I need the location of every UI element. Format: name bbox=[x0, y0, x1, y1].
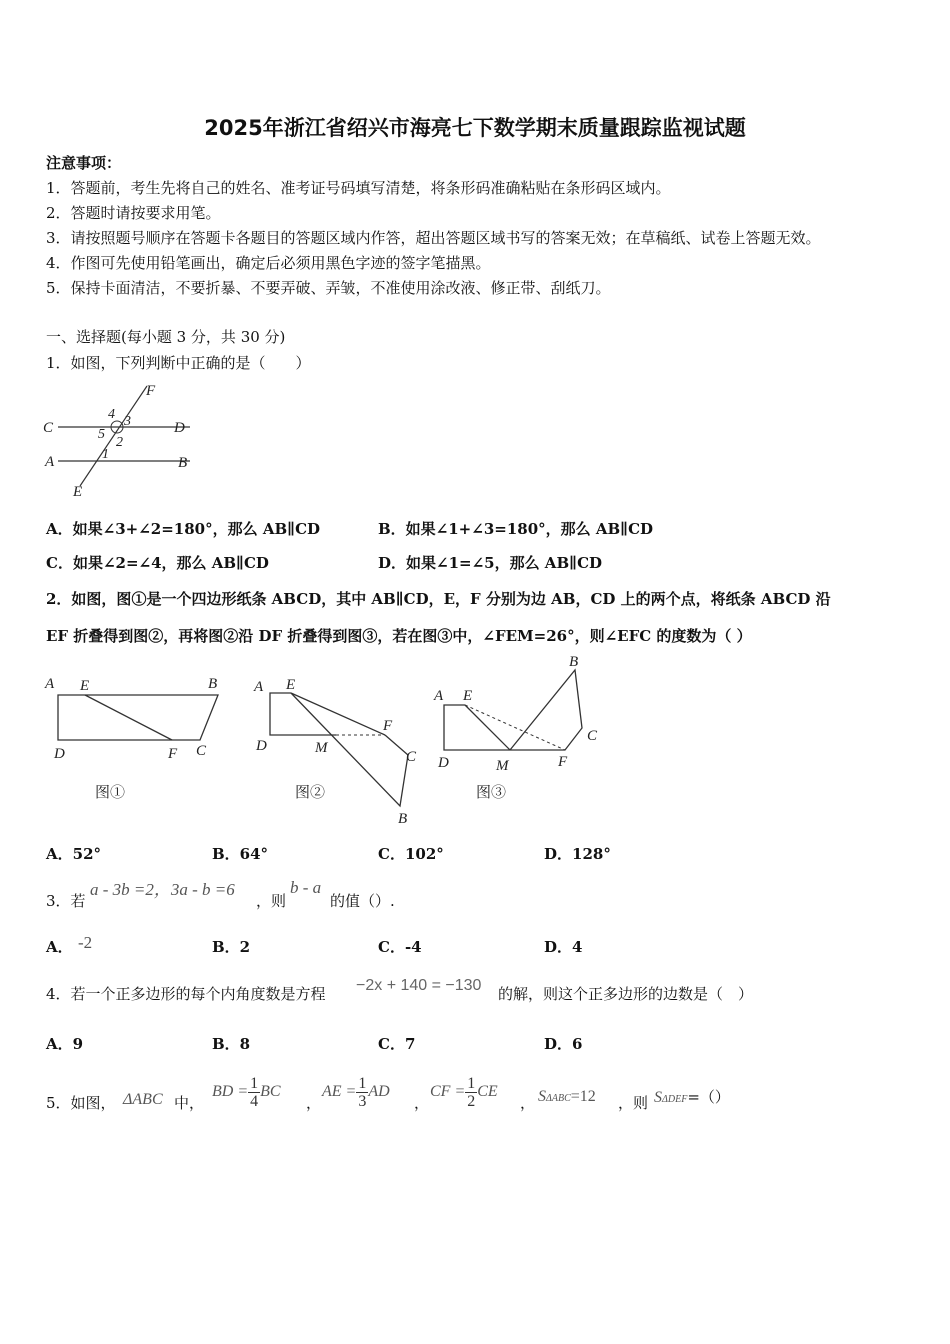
fig3-a: A bbox=[434, 688, 444, 704]
question-1-stem: 1．如图，下列判断中正确的是（ ） bbox=[46, 354, 311, 372]
label-angle-4: 4 bbox=[108, 407, 115, 422]
notice-item: 3．请按照题号顺序在答题卡各题目的答题区域内作答，超出答题区域书写的答案无效；在草稿纸、试卷上答题无效。 bbox=[46, 229, 821, 247]
option-d: D．6 bbox=[544, 1035, 583, 1053]
question-5-then: ，则 bbox=[618, 1094, 649, 1112]
fig1-b: B bbox=[208, 676, 218, 692]
question-1-figure bbox=[40, 380, 210, 502]
section-heading: 一、选择题(每小题 3 分，共 30 分) bbox=[46, 328, 286, 346]
option-c: C．7 bbox=[378, 1035, 416, 1053]
question-3-expr1: a - 3b =2，3a - b =6 bbox=[90, 880, 235, 899]
option-c: C．-4 bbox=[378, 938, 422, 956]
question-5-comma: ， bbox=[306, 1094, 322, 1112]
notice-heading: 注意事项： bbox=[46, 154, 122, 172]
page-title: 2025年浙江省绍兴市海亮七下数学期末质量跟踪监视试题 bbox=[204, 116, 746, 140]
option-d: D．128° bbox=[544, 845, 611, 863]
question-4-prefix: 4．若一个正多边形的每个内角度数是方程 bbox=[46, 985, 326, 1003]
option-c: C．如果∠2=∠4，那么 AB∥CD bbox=[46, 554, 269, 572]
option-b: B．64° bbox=[212, 845, 269, 863]
fig2-caption: 图② bbox=[295, 785, 326, 801]
question-5-ae: AE = $\frac{1}{3}$ AD bbox=[322, 1074, 390, 1110]
option-a: A．52° bbox=[46, 845, 102, 863]
option-d: D．4 bbox=[544, 938, 583, 956]
fig2-crease-ef bbox=[291, 693, 385, 735]
fig3-c: C bbox=[587, 728, 598, 744]
question-3-middle: ，则 bbox=[256, 892, 287, 910]
question-4-suffix: 的解，则这个正多边形的边数是（ ） bbox=[498, 985, 754, 1003]
fig2-c: C bbox=[406, 749, 417, 765]
notice-item: 2．答题时请按要求用笔。 bbox=[46, 204, 221, 222]
question-5-comma: ， bbox=[414, 1094, 430, 1112]
option-b: B．8 bbox=[212, 1035, 251, 1053]
question-4-equation: −2x + 140 = −130 bbox=[356, 977, 482, 994]
label-e: E bbox=[73, 484, 83, 500]
question-5-s-def: SΔDEF=（） bbox=[654, 1088, 730, 1106]
fig2-e: E bbox=[286, 677, 296, 693]
fig3-caption: 图③ bbox=[476, 785, 507, 801]
fig1-e: E bbox=[80, 678, 90, 694]
line-ef bbox=[80, 386, 147, 486]
label-angle-3: 3 bbox=[124, 414, 131, 429]
fig3-strip-left bbox=[444, 705, 510, 750]
fig2-a: A bbox=[254, 679, 264, 695]
question-5-bd: BD = $\frac{1}{4}$ BC bbox=[212, 1074, 281, 1110]
fig3-em bbox=[465, 705, 510, 750]
notice-item: 4．作图可先使用铅笔画出，确定后必须用黑色字迹的签字笔描黑。 bbox=[46, 254, 491, 272]
option-a: A．如果∠3+∠2=180°，那么 AB∥CD bbox=[46, 520, 321, 538]
question-3-expr2: b - a bbox=[290, 878, 322, 897]
fig3-b: B bbox=[569, 654, 579, 670]
question-5-prefix: 5．如图， bbox=[46, 1094, 116, 1112]
option-b: B．如果∠1+∠3=180°，那么 AB∥CD bbox=[378, 520, 654, 538]
option-d: D．如果∠1=∠5，那么 AB∥CD bbox=[378, 554, 603, 572]
fig2-b: B bbox=[398, 811, 408, 827]
option-a-label: A． bbox=[46, 938, 73, 956]
fig1-a: A bbox=[45, 676, 55, 692]
question-3-prefix: 3．若 bbox=[46, 892, 86, 910]
fig3-f: F bbox=[558, 754, 568, 770]
figure-3 bbox=[430, 650, 610, 805]
option-c: C．102° bbox=[378, 845, 444, 863]
figure-2 bbox=[248, 665, 438, 830]
fig2-m: M bbox=[315, 740, 328, 756]
label-angle-5: 5 bbox=[98, 427, 105, 442]
fig3-d: D bbox=[438, 755, 449, 771]
label-a: A bbox=[45, 454, 55, 470]
option-b: B．2 bbox=[212, 938, 251, 956]
fig2-d: D bbox=[256, 738, 267, 754]
question-5-comma: ， bbox=[520, 1094, 536, 1112]
fig1-f: F bbox=[168, 746, 178, 762]
label-d: D bbox=[174, 420, 185, 436]
option-a-value: -2 bbox=[78, 933, 93, 952]
notice-item: 5．保持卡面清洁，不要折暴、不要弄破、弄皱，不准使用涂改液、修正带、刮纸刀。 bbox=[46, 279, 611, 297]
question-5-cf: CF = $\frac{1}{2}$ CE bbox=[430, 1074, 498, 1110]
question-5-s-abc: SΔABC=12 bbox=[538, 1088, 596, 1105]
figure-1 bbox=[40, 655, 230, 805]
fig1-c: C bbox=[196, 743, 207, 759]
question-2-stem-line2: EF 折叠得到图②，再将图②沿 DF 折叠得到图③，若在图③中，∠FEM=26°，则∠EFC 的度数为（ ） bbox=[46, 627, 752, 645]
label-angle-2: 2 bbox=[116, 435, 123, 450]
question-2-stem-line1: 2．如图，图①是一个四边形纸条 ABCD，其中 AB∥CD，E，F 分别为边 AB，CD 上的两个点，将纸条 ABCD 沿 bbox=[46, 590, 831, 608]
question-3-suffix: 的值（）. bbox=[330, 892, 395, 910]
label-angle-1: 1 bbox=[102, 447, 109, 462]
fig3-e: E bbox=[463, 688, 473, 704]
option-a: A．9 bbox=[46, 1035, 84, 1053]
fig1-caption: 图① bbox=[95, 785, 126, 801]
notice-item: 1．答题前，考生先将自己的姓名、准考证号码填写清楚，将条形码准确粘贴在条形码区域内。 bbox=[46, 179, 671, 197]
fig1-crease-ef bbox=[85, 695, 172, 740]
question-5-triangle: ΔABC bbox=[123, 1091, 163, 1108]
fig2-f: F bbox=[383, 718, 393, 734]
label-f: F bbox=[146, 383, 156, 399]
fig3-strip-fold bbox=[510, 670, 582, 750]
fig1-d: D bbox=[54, 746, 65, 762]
fig3-m: M bbox=[496, 758, 509, 774]
question-5-in: 中， bbox=[174, 1094, 205, 1112]
label-c: C bbox=[43, 420, 54, 436]
fig1-strip bbox=[58, 695, 218, 740]
label-b: B bbox=[178, 455, 188, 471]
